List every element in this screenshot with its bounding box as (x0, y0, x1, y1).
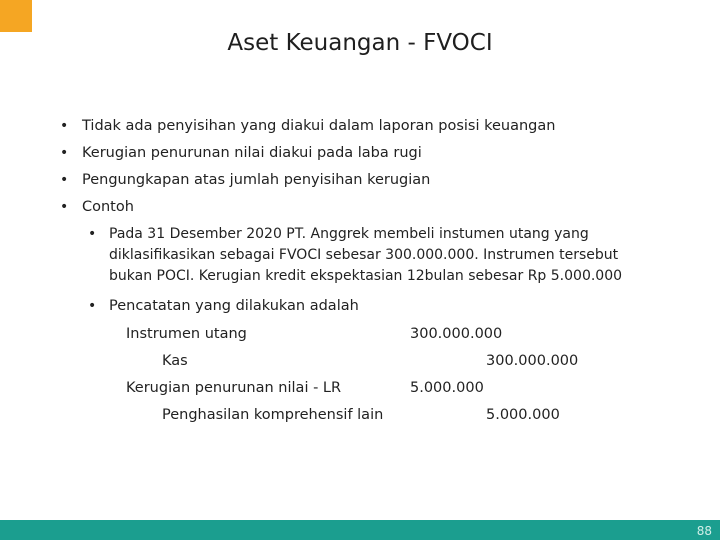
corner-accent (0, 0, 32, 32)
bullet-marker: • (60, 145, 69, 161)
sub-bullet-marker: • (88, 226, 97, 242)
journal-credit: 5.000.000 (486, 407, 560, 423)
bullet-item: Pengungkapan atas jumlah penyisihan kerugian (82, 172, 431, 188)
page-number: 88 (696, 524, 712, 538)
slide-title: Aset Keuangan - FVOCI (227, 30, 493, 56)
bullet-marker: • (60, 199, 69, 215)
journal-debit: 5.000.000 (410, 380, 484, 396)
bullet-marker: • (60, 118, 69, 134)
bullet-item: Tidak ada penyisihan yang diakui dalam laporan posisi keuangan (82, 118, 556, 134)
footer-bar (0, 520, 720, 540)
journal-account: Kas (162, 353, 188, 369)
bullet-item: Contoh (82, 199, 134, 215)
journal-account: Penghasilan komprehensif lain (162, 407, 384, 423)
journal-debit: 300.000.000 (410, 326, 503, 342)
bullet-marker: • (60, 172, 69, 188)
sub-bullet-marker: • (88, 298, 97, 314)
journal-account: Kerugian penurunan nilai - LR (126, 380, 342, 396)
journal-credit: 300.000.000 (486, 353, 579, 369)
bullet-item: Kerugian penurunan nilai diakui pada laba rugi (82, 145, 422, 161)
journal-account: Instrumen utang (126, 326, 247, 342)
sub-bullet-example: Pada 31 Desember 2020 PT. Anggrek membeli instumen utang yang diklasifikasikan sebagai FVOCI sebesar 300.000.000. Instrumen tersebut bukan POCI. Kerugian kredit ekspektasian 12bulan sebesar Rp 5.000.000 (109, 226, 623, 284)
sub-bullet-recording: Pencatatan yang dilakukan adalah (109, 298, 359, 314)
